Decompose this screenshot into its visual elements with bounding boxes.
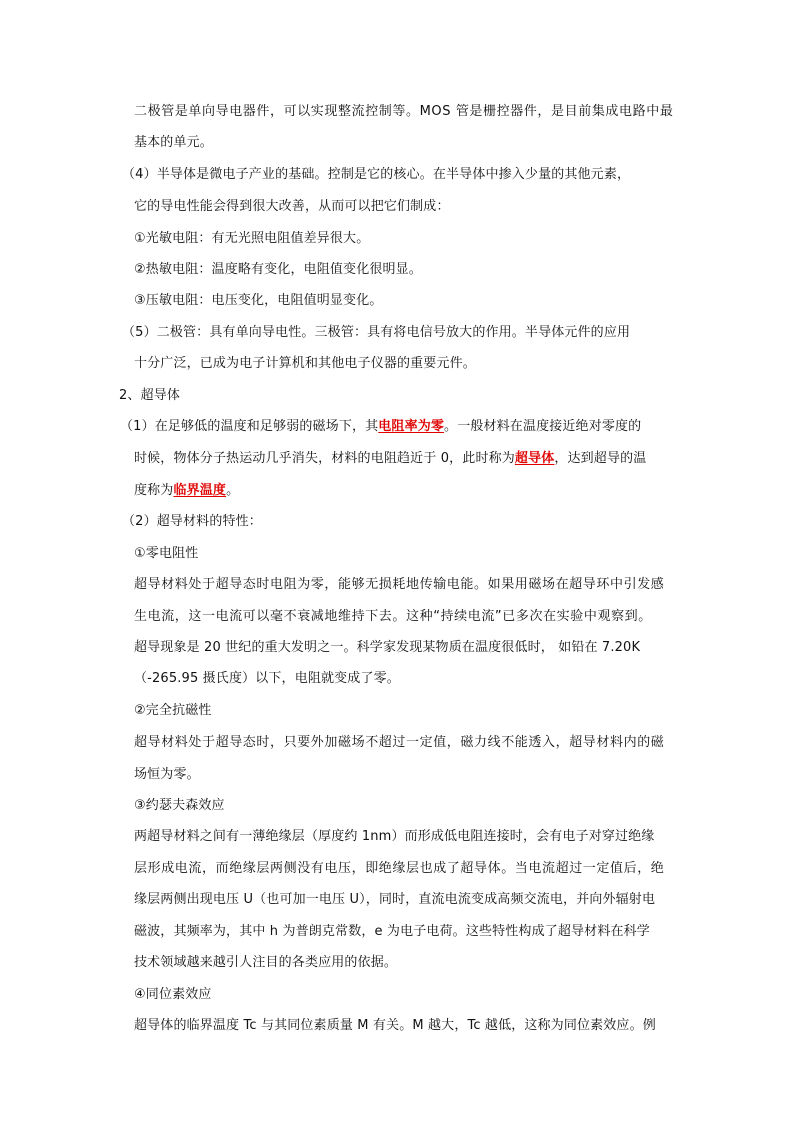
paragraph-line: 它的导电性能会得到很大改善，从而可以把它们制成： (134, 199, 450, 214)
subsection-heading: （2）超导材料的特性： (122, 514, 262, 529)
subsection-heading: ②完全抗磁性 (134, 703, 212, 718)
paragraph-line: （4）半导体是微电子产业的基础。控制是它的核心。在半导体中掺入少量的其他元素， (122, 167, 631, 182)
paragraph-line: 超导材料处于超导态时电阻为零，能够无损耗地传输电能。如果用磁场在超导环中引发感 (134, 577, 665, 592)
list-item: ②热敏电阻：温度略有变化，电阻值变化很明显。 (134, 262, 422, 277)
text-segment: ，达到超导的温 (554, 451, 647, 466)
paragraph-line: （-265.95 摄氏度）以下，电阻就变成了零。 (134, 671, 400, 686)
list-item: ③压敏电阻：电压变化，电阻值明显变化。 (134, 293, 383, 308)
list-item: ①光敏电阻：有无光照电阻值差异很大。 (134, 231, 370, 246)
paragraph-line: 超导材料处于超导态时，只要外加磁场不超过一定值，磁力线不能透入，超导材料内的磁 (134, 735, 665, 750)
text-segment: 。 (226, 483, 240, 498)
highlight-term: 超导体 (514, 451, 555, 466)
subsection-heading: ①零电阻性 (134, 546, 199, 561)
paragraph-line: （5）二极管：具有单向导电性。三极管：具有将电信号放大的作用。半导体元件的应用 (122, 325, 631, 340)
paragraph-line: 缘层两侧出现电压 U（也可加一电压 U），同时，直流电流变成高频交流电，并向外辐射电 (134, 892, 656, 907)
section-heading: 2、超导体 (119, 388, 181, 403)
paragraph-line: 超导体的临界温度 Tc 与其同位素质量 M 有关。M 越大，Tc 越低，这称为同位素效应。例 (134, 1018, 656, 1033)
paragraph-line: 磁波，其频率为，其中 h 为普朗克常数，e 为电子电荷。这些特性构成了超导材料在科学 (134, 924, 650, 939)
paragraph-line (120, 418, 641, 436)
paragraph-line (134, 482, 239, 500)
paragraph-line: 场恒为零。 (134, 767, 200, 782)
subsection-heading: ④同位素效应 (134, 987, 212, 1002)
paragraph-line: 基本的单元。 (134, 135, 213, 150)
highlight-term: 临界温度 (173, 483, 227, 498)
text-segment: 时候，物体分子热运动几乎消失，材料的电阻趋近于 0，此时称为 (134, 451, 515, 466)
text-segment: （1）在足够低的温度和足够弱的磁场下，其 (120, 419, 379, 434)
paragraph-line: 技术领域越来越引人注目的各类应用的依据。 (134, 955, 398, 970)
paragraph-line (134, 450, 646, 468)
paragraph-line: 两超导材料之间有一薄绝缘层（厚度约 1nm）而形成低电阻连接时，会有电子对穿过绝缘 (134, 829, 655, 844)
paragraph-line: 二极管是单向导电器件，可以实现整流控制等。MOS 管是栅控器件，是目前集成电路中最 (134, 104, 674, 119)
paragraph-line: 十分广泛，已成为电子计算机和其他电子仪器的重要元件。 (134, 356, 476, 371)
text-segment: 。一般材料在温度接近绝对零度的 (444, 419, 642, 434)
paragraph-line: 超导现象是 20 世纪的重大发明之一。科学家发现某物质在温度很低时， 如铅在 7.20K (134, 640, 641, 655)
highlight-term: 电阻率为零 (378, 419, 445, 434)
paragraph-line: 生电流，这一电流可以毫不衰减地维持下去。这种“持续电流”已多次在实验中观察到。 (134, 609, 652, 624)
subsection-heading: ③约瑟夫森效应 (134, 798, 225, 813)
text-segment: 度称为 (134, 483, 174, 498)
paragraph-line: 层形成电流，而绝缘层两侧没有电压，即绝缘层也成了超导体。当电流超过一定值后，绝 (134, 861, 665, 876)
